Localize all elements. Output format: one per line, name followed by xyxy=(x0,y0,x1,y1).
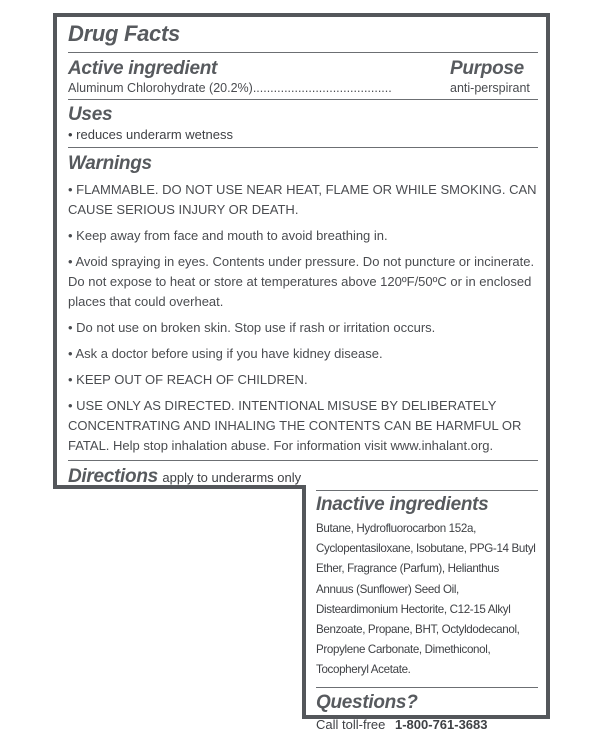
divider xyxy=(68,99,538,100)
dot-leader: ........................................ xyxy=(252,81,392,95)
directions-section xyxy=(68,466,538,488)
divider xyxy=(316,687,538,688)
active-ingredient-heading: Active ingredient xyxy=(68,58,218,79)
purpose-value: anti-perspirant xyxy=(450,81,530,95)
warning-item: • FLAMMABLE. DO NOT USE NEAR HEAT, FLAME OR WHILE SMOKING. CAN CAUSE SERIOUS INJURY OR DEATH. xyxy=(68,182,537,217)
warning-item: • Ask a doctor before using if you have kidney disease. xyxy=(68,346,383,361)
warning-item: • Do not use on broken skin. Stop use if rash or irritation occurs. xyxy=(68,320,436,335)
active-ingredient-header xyxy=(68,58,538,80)
directions-text: apply to underarms only xyxy=(162,470,302,485)
phone-number: 1-800-761-3683 xyxy=(394,716,488,732)
uses-section xyxy=(68,104,538,143)
inactive-panel xyxy=(316,490,538,733)
inactive-section xyxy=(316,494,538,681)
inactive-ingredients-list: Butane, Hydrofluorocarbon 152a, Cyclopentasiloxane, Isobutane, PPG-14 Butyl Ether, Fragrance (Parfum), Helianthus Annuus (Sunflower) Seed Oil, Disteardimonium Hectorite, C12-15 Alkyl Benzoate, Propane, BHT, Octyldodecanol, Propylene Carbonate, Dimethiconol, Tocopheryl Acetate. xyxy=(316,522,536,677)
divider xyxy=(316,490,538,491)
warnings-section xyxy=(68,153,538,456)
warnings-heading: Warnings xyxy=(68,153,152,174)
divider xyxy=(68,147,538,148)
warning-item: • USE ONLY AS DIRECTED. INTENTIONAL MISUSE BY DELIBERATELY CONCENTRATING AND INHALING THE CONTENTS CAN BE HARMFUL OR FATAL. Help stop inhalation abuse. For information visit www.inhalant.org. xyxy=(68,398,522,453)
drug-facts-title: Drug Facts xyxy=(68,21,180,46)
contact-line xyxy=(316,716,538,733)
warning-item: • KEEP OUT OF REACH OF CHILDREN. xyxy=(68,372,308,387)
divider xyxy=(68,52,538,53)
questions-heading: Questions? xyxy=(316,691,418,713)
directions-heading: Directions xyxy=(68,466,158,487)
purpose-heading: Purpose xyxy=(450,58,524,79)
warning-item: • Avoid spraying in eyes. Contents under pressure. Do not puncture or incinerate. Do not expose to heat or store at temperatures above 120ºF/50ºC or in enclosed places that could overheat. xyxy=(68,254,535,309)
divider xyxy=(68,460,538,461)
inactive-heading: Inactive ingredients xyxy=(316,494,489,515)
active-ingredient-line xyxy=(68,80,538,96)
warning-item: • Keep away from face and mouth to avoid breathing in. xyxy=(68,228,388,243)
uses-heading: Uses xyxy=(68,104,113,125)
call-label: Call toll-free xyxy=(316,716,386,732)
questions-section xyxy=(316,692,538,733)
active-ingredient-name: Aluminum Chlorohydrate (20.2%) xyxy=(68,81,253,95)
active-ingredient-section xyxy=(68,58,538,96)
drug-facts-panel xyxy=(68,20,538,488)
uses-item: • reduces underarm wetness xyxy=(68,127,233,142)
